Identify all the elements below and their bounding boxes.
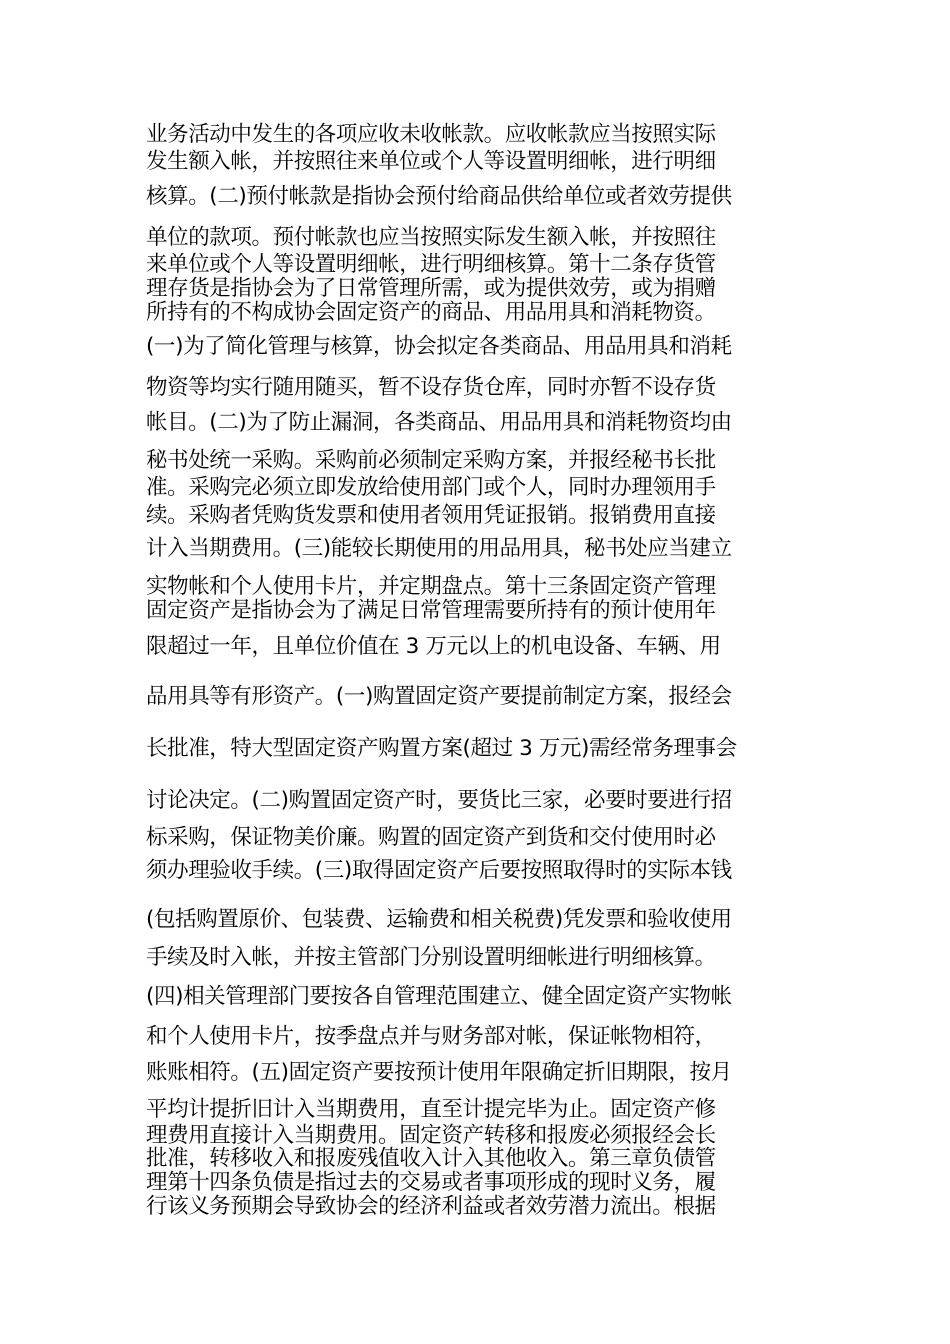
text-line: 批准，转移收入和报废残值收入计入其他收入。第三章负债管: [146, 1146, 716, 1171]
text-line: (一)为了简化管理与核算，协会拟定各类商品、用品用具和消耗: [146, 334, 732, 359]
text-line: 账账相符。(五)固定资产要按预计使用年限确定折旧期限，按月: [146, 1060, 732, 1085]
text-line: 限超过一年，且单位价值在 3 万元以上的机电设备、车辆、用: [146, 634, 721, 659]
text-line: 理第十四条负债是指过去的交易或者事项形成的现时义务，履: [146, 1170, 716, 1195]
text-line: 手续及时入帐，并按主管部门分别设置明细帐进行明细核算。: [146, 945, 716, 970]
text-line: 讨论决定。(二)购置固定资产时，要货比三家，必要时要进行招: [146, 788, 732, 813]
text-line: 和个人使用卡片，按季盘点并与财务部对帐，保证帐物相符，: [146, 1024, 716, 1049]
text-line: 理费用直接计入当期费用。固定资产转移和报废必须报经会长: [146, 1123, 716, 1148]
text-line: (包括购置原价、包装费、运输费和相关税费)凭发票和验收使用: [146, 907, 732, 932]
text-line: 秘书处统一采购。采购前必须制定采购方案，并报经秘书长批: [146, 448, 716, 473]
text-line: 须办理验收手续。(三)取得固定资产后要按照取得时的实际本钱: [146, 858, 732, 883]
text-line: 行该义务预期会导致协会的经济利益或者效劳潜力流出。根据: [146, 1194, 716, 1219]
text-line: 准。采购完必须立即发放给使用部门或个人，同时办理领用手: [146, 475, 716, 500]
text-line: 长批准，特大型固定资产购置方案(超过 3 万元)需经常务理事会: [146, 736, 737, 761]
text-line: 帐目。(二)为了防止漏洞，各类商品、用品用具和消耗物资均由: [146, 410, 732, 435]
text-line: 计入当期费用。(三)能较长期使用的用品用具，秘书处应当建立: [146, 536, 732, 561]
text-line: 单位的款项。预付帐款也应当按照实际发生额入帐，并按照往: [146, 225, 716, 250]
text-line: 理存货是指协会为了日常管理所需，或为提供效劳，或为捐赠: [146, 276, 716, 301]
text-line: (四)相关管理部门要按各自管理范围建立、健全固定资产实物帐: [146, 984, 732, 1009]
text-line: 实物帐和个人使用卡片，并定期盘点。第十三条固定资产管理: [146, 574, 716, 599]
text-line: 业务活动中发生的各项应收未收帐款。应收帐款应当按照实际: [146, 122, 716, 147]
text-line: 核算。(二)预付帐款是指协会预付给商品供给单位或者效劳提供: [146, 184, 732, 209]
text-line: 物资等均实行随用随买，暂不设存货仓库，同时亦暂不设存货: [146, 375, 716, 400]
text-line: 续。采购者凭购货发票和使用者领用凭证报销。报销费用直接: [146, 503, 716, 528]
text-line: 平均计提折旧计入当期费用，直至计提完毕为止。固定资产修: [146, 1097, 716, 1122]
text-line: 固定资产是指协会为了满足日常管理需要所持有的预计使用年: [146, 598, 716, 623]
text-line: 发生额入帐，并按照往来单位或个人等设置明细帐，进行明细: [146, 149, 716, 174]
text-line: 品用具等有形资产。(一)购置固定资产要提前制定方案，报经会: [146, 684, 732, 709]
text-line: 所持有的不构成协会固定资产的商品、用品用具和消耗物资。: [146, 300, 716, 325]
text-line: 来单位或个人等设置明细帐，进行明细核算。第十二条存货管: [146, 252, 716, 277]
text-line: 标采购，保证物美价廉。购置的固定资产到货和交付使用时必: [146, 825, 716, 850]
